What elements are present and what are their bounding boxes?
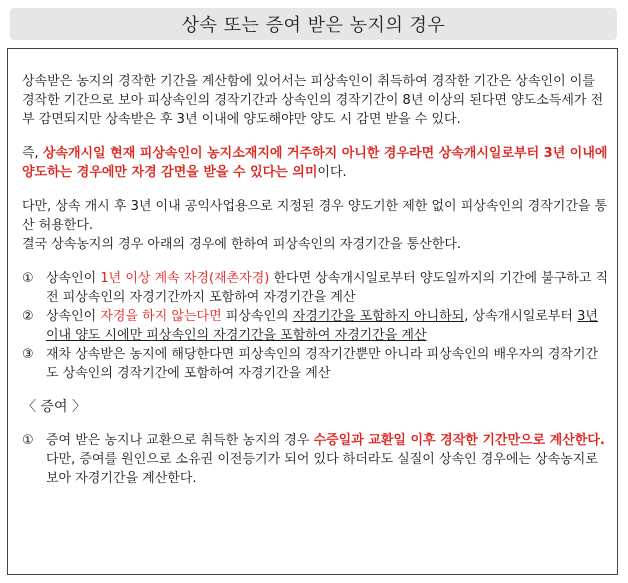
item-2-text-a: 상속인이: [46, 309, 101, 324]
item-2-underline-1: 자경기간을 포함하지 아니하되: [292, 309, 465, 324]
item-2-highlight: 자경을 하지 않는다면: [100, 309, 222, 324]
item-1-text-a: 상속인이: [46, 271, 101, 286]
gift-text-c: 다만, 증여를 원인으로 소유권 이전등기가 되어 있다 하더라도 실질이 상속인 경우에는 상속농지로 보아 자경기간을 계산한다.: [46, 452, 598, 486]
item-1-highlight: 1년 이상 계속 자경(재촌자경): [100, 271, 270, 286]
list-item-2: [22, 307, 610, 345]
meaning-suffix: 이다.: [317, 165, 347, 180]
item-1-text-c: 한다면 상속개시일로부터 양도일까지의 기간에 불구하고 직전 피상속인의 자경기간까지 포함하여 자경기간을 계산: [46, 271, 609, 305]
meaning-highlight: 상속개시일 현재 피상속인이 농지소재지에 거주하지 아니한 경우라면 상속개시일로부터 3년 이내에 양도하는 경우에만 자경 감면을 받을 수 있다는 의미: [22, 146, 608, 180]
meaning-prefix: 즉,: [22, 146, 43, 161]
item-3-text: 재차 상속받은 농지에 해당한다면 피상속인의 경작기간뿐만 아니라 피상속인의 배우자의 경작기간도 상속인의 경작기간에 포함하여 자경기간을 계산: [46, 347, 599, 381]
content-body: [22, 72, 610, 488]
item-number: ①: [22, 433, 34, 448]
paragraph-conclusion: 결국 상속농지의 경우 아래의 경우에 한하여 피상속인의 자경기간을 통산한다.: [22, 237, 462, 252]
item-2-text-c: 피상속인의: [221, 309, 293, 324]
gift-text-a: 증여 받은 농지나 교환으로 취득한 농지의 경우: [46, 433, 314, 448]
paragraph-meaning: [22, 144, 610, 182]
paragraph-public-project: 다만, 상속 개시 후 3년 이내 공익사업용으로 지정된 경우 양도기한 제한 없이 피상속인의 경작기간을 통산 허용한다.: [22, 199, 608, 233]
paragraph-inheritance-period: 상속받은 농지의 경작한 기간을 계산함에 있어서는 피상속인이 취득하여 경작한 기간은 상속인이 이를 경작한 기간으로 보아 피상속인의 경작기간과 상속인의 경작기간이 8년 이상의 된다면 양도소득세가 전부 감면되지만 상속받은 후 3년 이내에 양도해야만 양도 시 감면 받을 수 있다.: [22, 74, 604, 127]
page-title: 상속 또는 증여 받은 농지의 경우: [181, 15, 446, 36]
item-number: ③: [22, 347, 34, 362]
item-2-underline-2: 3년 이내 양도 시에만 피상속인의 자경기간을 포함하여 자경기간을 계산: [46, 309, 598, 343]
gift-heading: 〈 증여 〉: [22, 399, 86, 415]
gift-highlight: 수증일과 교환일 이후 경작한 기간만으로 계산한다.: [313, 433, 605, 448]
item-number: ①: [22, 271, 34, 286]
item-number: ②: [22, 309, 34, 324]
gift-list-item: [22, 431, 610, 488]
title-bar: [10, 8, 617, 40]
item-2-text-e: , 상속개시일로부터: [464, 309, 578, 324]
list-item-3: [22, 345, 610, 383]
list-item-1: [22, 269, 610, 307]
